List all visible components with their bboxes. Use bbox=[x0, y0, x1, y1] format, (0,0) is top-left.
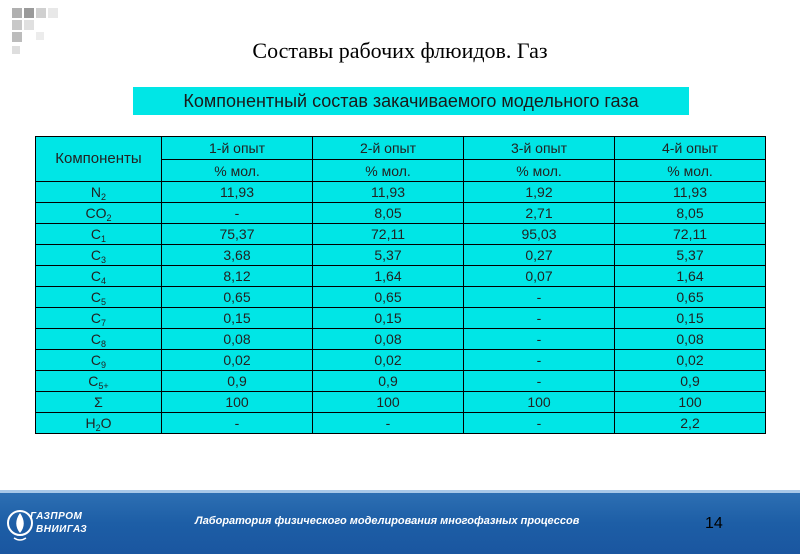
slide-title: Составы рабочих флюидов. Газ bbox=[252, 38, 548, 63]
value-cell: 1,64 bbox=[615, 266, 766, 287]
value-cell: - bbox=[464, 287, 615, 308]
component-cell bbox=[36, 329, 162, 350]
page-number: 14 bbox=[705, 515, 723, 532]
value-cell: 100 bbox=[162, 392, 313, 413]
value-cell: 0,9 bbox=[313, 371, 464, 392]
experiment-header-1: 1-й опыт bbox=[162, 137, 313, 160]
table-row bbox=[36, 308, 766, 329]
table-row bbox=[36, 245, 766, 266]
value-cell: 72,11 bbox=[615, 224, 766, 245]
value-cell: - bbox=[464, 329, 615, 350]
component-subscript: 2 bbox=[95, 423, 101, 433]
component-suffix: O bbox=[100, 415, 112, 431]
component-cell bbox=[36, 287, 162, 308]
value-cell: 2,2 bbox=[615, 413, 766, 434]
value-cell: 5,37 bbox=[313, 245, 464, 266]
value-cell: 8,05 bbox=[313, 203, 464, 224]
composition-table bbox=[35, 136, 766, 434]
value-cell: 100 bbox=[313, 392, 464, 413]
component-symbol: C bbox=[90, 352, 102, 368]
value-cell: 0,02 bbox=[162, 350, 313, 371]
value-cell: 3,68 bbox=[162, 245, 313, 266]
table-row bbox=[36, 182, 766, 203]
unit-header-4: % мол. bbox=[615, 160, 766, 182]
value-cell: 0,15 bbox=[615, 308, 766, 329]
component-symbol: C bbox=[90, 310, 102, 326]
component-cell bbox=[36, 350, 162, 371]
experiment-header-4: 4-й опыт bbox=[615, 137, 766, 160]
value-cell: 100 bbox=[615, 392, 766, 413]
table-row bbox=[36, 224, 766, 245]
value-cell: 8,12 bbox=[162, 266, 313, 287]
value-cell: 0,9 bbox=[162, 371, 313, 392]
value-cell: 0,65 bbox=[313, 287, 464, 308]
component-cell bbox=[36, 245, 162, 266]
component-subscript: 8 bbox=[101, 339, 107, 349]
experiment-header-3: 3-й опыт bbox=[464, 137, 615, 160]
value-cell: - bbox=[162, 203, 313, 224]
component-cell bbox=[36, 182, 162, 203]
component-subscript: 7 bbox=[101, 318, 107, 328]
component-symbol: C bbox=[90, 289, 102, 305]
table-row bbox=[36, 350, 766, 371]
component-symbol: N bbox=[90, 184, 102, 200]
component-subscript: 3 bbox=[101, 255, 107, 265]
value-cell: - bbox=[313, 413, 464, 434]
component-subscript: 1 bbox=[101, 234, 107, 244]
component-cell bbox=[36, 371, 162, 392]
component-cell bbox=[36, 224, 162, 245]
value-cell: 0,15 bbox=[162, 308, 313, 329]
table-row bbox=[36, 287, 766, 308]
table-row bbox=[36, 392, 766, 413]
value-cell: 75,37 bbox=[162, 224, 313, 245]
component-symbol: Σ bbox=[94, 394, 103, 410]
value-cell: - bbox=[464, 350, 615, 371]
component-cell bbox=[36, 392, 162, 413]
value-cell: - bbox=[162, 413, 313, 434]
value-cell: 1,64 bbox=[313, 266, 464, 287]
value-cell: 11,93 bbox=[615, 182, 766, 203]
value-cell: 0,08 bbox=[615, 329, 766, 350]
table-row bbox=[36, 371, 766, 392]
value-cell: - bbox=[464, 371, 615, 392]
unit-header-3: % мол. bbox=[464, 160, 615, 182]
component-cell bbox=[36, 308, 162, 329]
table-row bbox=[36, 413, 766, 434]
component-symbol: C bbox=[88, 373, 99, 389]
component-subscript: 2 bbox=[101, 192, 107, 202]
table-row bbox=[36, 329, 766, 350]
component-cell bbox=[36, 203, 162, 224]
table-row bbox=[36, 266, 766, 287]
company-logo-icon bbox=[6, 500, 106, 546]
footer-lab-name: Лаборатория физического моделирования многофазных процессов bbox=[195, 515, 580, 527]
value-cell: - bbox=[464, 413, 615, 434]
value-cell: 0,65 bbox=[162, 287, 313, 308]
experiment-header-2: 2-й опыт bbox=[313, 137, 464, 160]
value-cell: 100 bbox=[464, 392, 615, 413]
value-cell: 0,65 bbox=[615, 287, 766, 308]
component-subscript: 4 bbox=[101, 276, 107, 286]
value-cell: 5,37 bbox=[615, 245, 766, 266]
value-cell: 0,9 bbox=[615, 371, 766, 392]
component-symbol: CO bbox=[85, 205, 107, 221]
table-row bbox=[36, 203, 766, 224]
value-cell: 1,92 bbox=[464, 182, 615, 203]
unit-header-1: % мол. bbox=[162, 160, 313, 182]
component-subscript: 5 bbox=[101, 297, 107, 307]
value-cell: 0,08 bbox=[313, 329, 464, 350]
component-symbol: C bbox=[90, 226, 102, 242]
value-cell: 72,11 bbox=[313, 224, 464, 245]
logo-text-line1: ГАЗПРОМ bbox=[30, 511, 83, 522]
component-subscript: 9 bbox=[101, 360, 107, 370]
component-subscript: 5+ bbox=[98, 381, 109, 391]
logo-text-line2: ВНИИГАЗ bbox=[36, 524, 88, 535]
value-cell: - bbox=[464, 308, 615, 329]
value-cell: 8,05 bbox=[615, 203, 766, 224]
value-cell: 0,08 bbox=[162, 329, 313, 350]
component-cell bbox=[36, 266, 162, 287]
value-cell: 2,71 bbox=[464, 203, 615, 224]
value-cell: 0,02 bbox=[615, 350, 766, 371]
component-subscript: 2 bbox=[106, 213, 112, 223]
component-symbol: C bbox=[90, 247, 102, 263]
value-cell: 0,27 bbox=[464, 245, 615, 266]
components-header: Компоненты bbox=[36, 137, 162, 182]
table-subtitle: Компонентный состав закачиваемого модельного газа bbox=[133, 87, 689, 115]
value-cell: 11,93 bbox=[313, 182, 464, 203]
value-cell: 0,02 bbox=[313, 350, 464, 371]
unit-header-2: % мол. bbox=[313, 160, 464, 182]
component-cell bbox=[36, 413, 162, 434]
component-symbol: C bbox=[90, 331, 102, 347]
header-row bbox=[36, 137, 766, 160]
value-cell: 0,15 bbox=[313, 308, 464, 329]
value-cell: 11,93 bbox=[162, 182, 313, 203]
component-symbol: H bbox=[85, 415, 96, 431]
value-cell: 95,03 bbox=[464, 224, 615, 245]
component-symbol: C bbox=[90, 268, 102, 284]
value-cell: 0,07 bbox=[464, 266, 615, 287]
